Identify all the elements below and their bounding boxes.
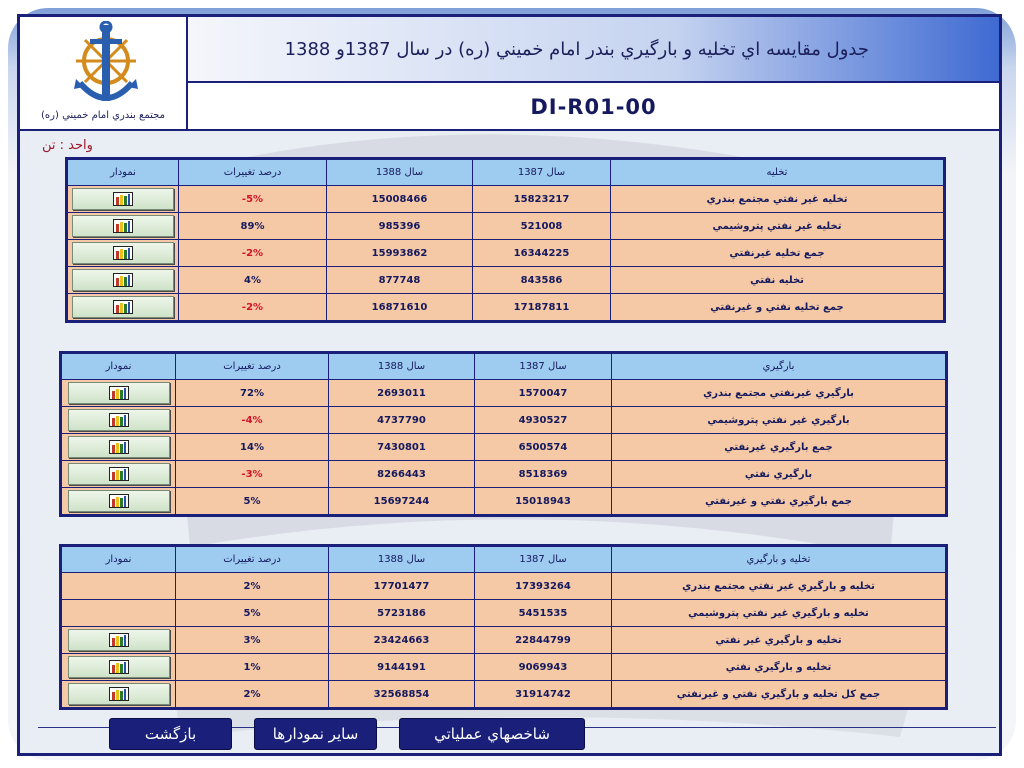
table-row xyxy=(61,627,947,654)
change-cell: 89% xyxy=(179,213,327,240)
unloading-table xyxy=(65,157,946,323)
loading-table xyxy=(59,351,948,517)
change-cell: 1% xyxy=(176,654,329,681)
total-rows xyxy=(61,573,947,709)
chart-button[interactable] xyxy=(68,656,170,678)
document-code: DI-R01-00 xyxy=(530,95,657,119)
change-cell: -2% xyxy=(179,240,327,267)
row-label: جمع تخليه نفتي و غيرنفتي xyxy=(611,294,945,322)
table-row xyxy=(67,186,945,213)
row-label: تخليه غير نفتي پتروشيمي xyxy=(611,213,945,240)
table-row xyxy=(61,434,947,461)
row-label: تخليه غير نفتي مجتمع بندري xyxy=(611,186,945,213)
loading-rows xyxy=(61,380,947,516)
chart-cell xyxy=(61,681,176,709)
value-1388-cell: 985396 xyxy=(327,213,473,240)
chart-cell xyxy=(67,186,179,213)
table-row xyxy=(61,681,947,709)
bar-chart-icon xyxy=(109,494,129,508)
change-cell: 5% xyxy=(176,600,329,627)
page-title: جدول مقايسه اي تخليه و بارگيري بندر امام خميني (ره) در سال 1387و 1388 xyxy=(284,39,869,60)
change-cell: 72% xyxy=(176,380,329,407)
chart-button[interactable] xyxy=(68,409,170,431)
table-row xyxy=(61,573,947,600)
operational-indicators-button[interactable]: شاخصهاي عملياتي xyxy=(399,718,585,750)
value-1388-cell: 4737790 xyxy=(329,407,475,434)
table-row xyxy=(61,488,947,516)
value-1387-cell: 9069943 xyxy=(475,654,612,681)
value-1388-cell: 877748 xyxy=(327,267,473,294)
row-label: بارگيري غيرنفتي مجتمع بندري xyxy=(612,380,947,407)
chart-cell xyxy=(61,461,176,488)
table-row xyxy=(61,600,947,627)
change-cell: -4% xyxy=(176,407,329,434)
table-row xyxy=(67,213,945,240)
table-row xyxy=(67,267,945,294)
value-1388-cell: 23424663 xyxy=(329,627,475,654)
row-label: تخليه و بارگيري غير نفتي xyxy=(612,627,947,654)
col-year-1388: سال 1388 xyxy=(329,353,475,380)
logo-cell xyxy=(20,17,188,131)
table-header-row xyxy=(67,159,945,186)
col-category: تخليه xyxy=(611,159,945,186)
value-1388-cell: 9144191 xyxy=(329,654,475,681)
change-cell: 2% xyxy=(176,681,329,709)
chart-cell xyxy=(61,434,176,461)
change-cell: 14% xyxy=(176,434,329,461)
bar-chart-icon xyxy=(113,273,133,287)
bar-chart-icon xyxy=(113,246,133,260)
value-1387-cell: 22844799 xyxy=(475,627,612,654)
chart-button[interactable] xyxy=(68,382,170,404)
chart-button[interactable] xyxy=(68,683,170,705)
value-1387-cell: 16344225 xyxy=(473,240,611,267)
col-year-1387: سال 1387 xyxy=(475,353,612,380)
value-1388-cell: 7430801 xyxy=(329,434,475,461)
table-row xyxy=(61,461,947,488)
table-row xyxy=(67,294,945,322)
col-year-1387: سال 1387 xyxy=(475,546,612,573)
col-change: درصد تغييرات xyxy=(179,159,327,186)
col-change: درصد تغييرات xyxy=(176,546,329,573)
chart-cell xyxy=(61,627,176,654)
table-header-row xyxy=(61,353,947,380)
table-row xyxy=(67,240,945,267)
col-change: درصد تغييرات xyxy=(176,353,329,380)
unit-label: واحد : تن xyxy=(42,138,93,153)
chart-cell xyxy=(61,600,176,627)
bar-chart-icon xyxy=(113,219,133,233)
value-1387-cell: 521008 xyxy=(473,213,611,240)
value-1387-cell: 15018943 xyxy=(475,488,612,516)
bar-chart-icon xyxy=(109,633,129,647)
col-year-1388: سال 1388 xyxy=(329,546,475,573)
chart-cell xyxy=(67,267,179,294)
value-1387-cell: 6500574 xyxy=(475,434,612,461)
chart-cell xyxy=(61,573,176,600)
bar-chart-icon xyxy=(109,386,129,400)
col-chart: نمودار xyxy=(61,546,176,573)
bar-chart-icon xyxy=(109,660,129,674)
col-year-1387: سال 1387 xyxy=(473,159,611,186)
chart-cell xyxy=(61,488,176,516)
col-category: تخليه و بارگيري xyxy=(612,546,947,573)
code-cell xyxy=(188,83,999,131)
col-chart: نمودار xyxy=(67,159,179,186)
chart-button[interactable] xyxy=(72,296,174,318)
row-label: بارگيري غير نفتي پتروشيمي xyxy=(612,407,947,434)
organization-name: مجتمع بندري امام خميني (ره) xyxy=(41,110,165,121)
row-label: تخليه نفتي xyxy=(611,267,945,294)
title-cell xyxy=(188,17,999,83)
bar-chart-icon xyxy=(109,440,129,454)
change-cell: 2% xyxy=(176,573,329,600)
col-category: بارگيري xyxy=(612,353,947,380)
row-label: تخليه و بارگيري غير نفتي مجتمع بندري xyxy=(612,573,947,600)
unloading-rows xyxy=(67,186,945,322)
value-1387-cell: 31914742 xyxy=(475,681,612,709)
chart-button[interactable] xyxy=(68,436,170,458)
other-charts-button[interactable]: ساير نمودارها xyxy=(254,718,377,750)
value-1388-cell: 15993862 xyxy=(327,240,473,267)
back-button[interactable]: بازگشت xyxy=(109,718,232,750)
chart-button[interactable] xyxy=(68,463,170,485)
value-1387-cell: 843586 xyxy=(473,267,611,294)
row-label: تخليه و بارگيري نفتي xyxy=(612,654,947,681)
change-cell: 5% xyxy=(176,488,329,516)
bar-chart-icon xyxy=(109,467,129,481)
row-label: بارگيري نفتي xyxy=(612,461,947,488)
col-year-1388: سال 1388 xyxy=(327,159,473,186)
value-1388-cell: 32568854 xyxy=(329,681,475,709)
row-label: جمع بارگيري نفتي و غيرنفتي xyxy=(612,488,947,516)
value-1388-cell: 8266443 xyxy=(329,461,475,488)
value-1388-cell: 2693011 xyxy=(329,380,475,407)
table-header-row xyxy=(61,546,947,573)
bar-chart-icon xyxy=(113,300,133,314)
row-label: جمع تخليه غيرنفتي xyxy=(611,240,945,267)
chart-cell xyxy=(61,407,176,434)
value-1387-cell: 17187811 xyxy=(473,294,611,322)
chart-button[interactable] xyxy=(72,215,174,237)
chart-button[interactable] xyxy=(72,269,174,291)
value-1387-cell: 4930527 xyxy=(475,407,612,434)
change-cell: -2% xyxy=(179,294,327,322)
chart-cell xyxy=(61,380,176,407)
value-1387-cell: 17393264 xyxy=(475,573,612,600)
row-label: جمع بارگيري غيرنفتي xyxy=(612,434,947,461)
table-row xyxy=(61,380,947,407)
row-label: جمع كل تخليه و بارگيري نفتي و غيرنفتي xyxy=(612,681,947,709)
chart-button[interactable] xyxy=(72,242,174,264)
chart-cell xyxy=(67,294,179,322)
change-cell: -3% xyxy=(176,461,329,488)
value-1388-cell: 5723186 xyxy=(329,600,475,627)
change-cell: -5% xyxy=(179,186,327,213)
row-label: تخليه و بارگيري غير نفتي پتروشيمي xyxy=(612,600,947,627)
value-1388-cell: 15697244 xyxy=(329,488,475,516)
total-table xyxy=(59,544,948,710)
value-1388-cell: 16871610 xyxy=(327,294,473,322)
table-row xyxy=(61,654,947,681)
change-cell: 4% xyxy=(179,267,327,294)
table-row xyxy=(61,407,947,434)
value-1387-cell: 5451535 xyxy=(475,600,612,627)
chart-button[interactable] xyxy=(68,490,170,512)
port-anchor-logo xyxy=(66,21,146,109)
chart-button[interactable] xyxy=(68,629,170,651)
chart-button[interactable] xyxy=(72,188,174,210)
value-1388-cell: 15008466 xyxy=(327,186,473,213)
value-1387-cell: 15823217 xyxy=(473,186,611,213)
bar-chart-icon xyxy=(109,687,129,701)
col-chart: نمودار xyxy=(61,353,176,380)
bar-chart-icon xyxy=(109,413,129,427)
value-1388-cell: 17701477 xyxy=(329,573,475,600)
chart-cell xyxy=(67,240,179,267)
change-cell: 3% xyxy=(176,627,329,654)
value-1387-cell: 1570047 xyxy=(475,380,612,407)
value-1387-cell: 8518369 xyxy=(475,461,612,488)
chart-cell xyxy=(61,654,176,681)
bar-chart-icon xyxy=(113,192,133,206)
chart-cell xyxy=(67,213,179,240)
